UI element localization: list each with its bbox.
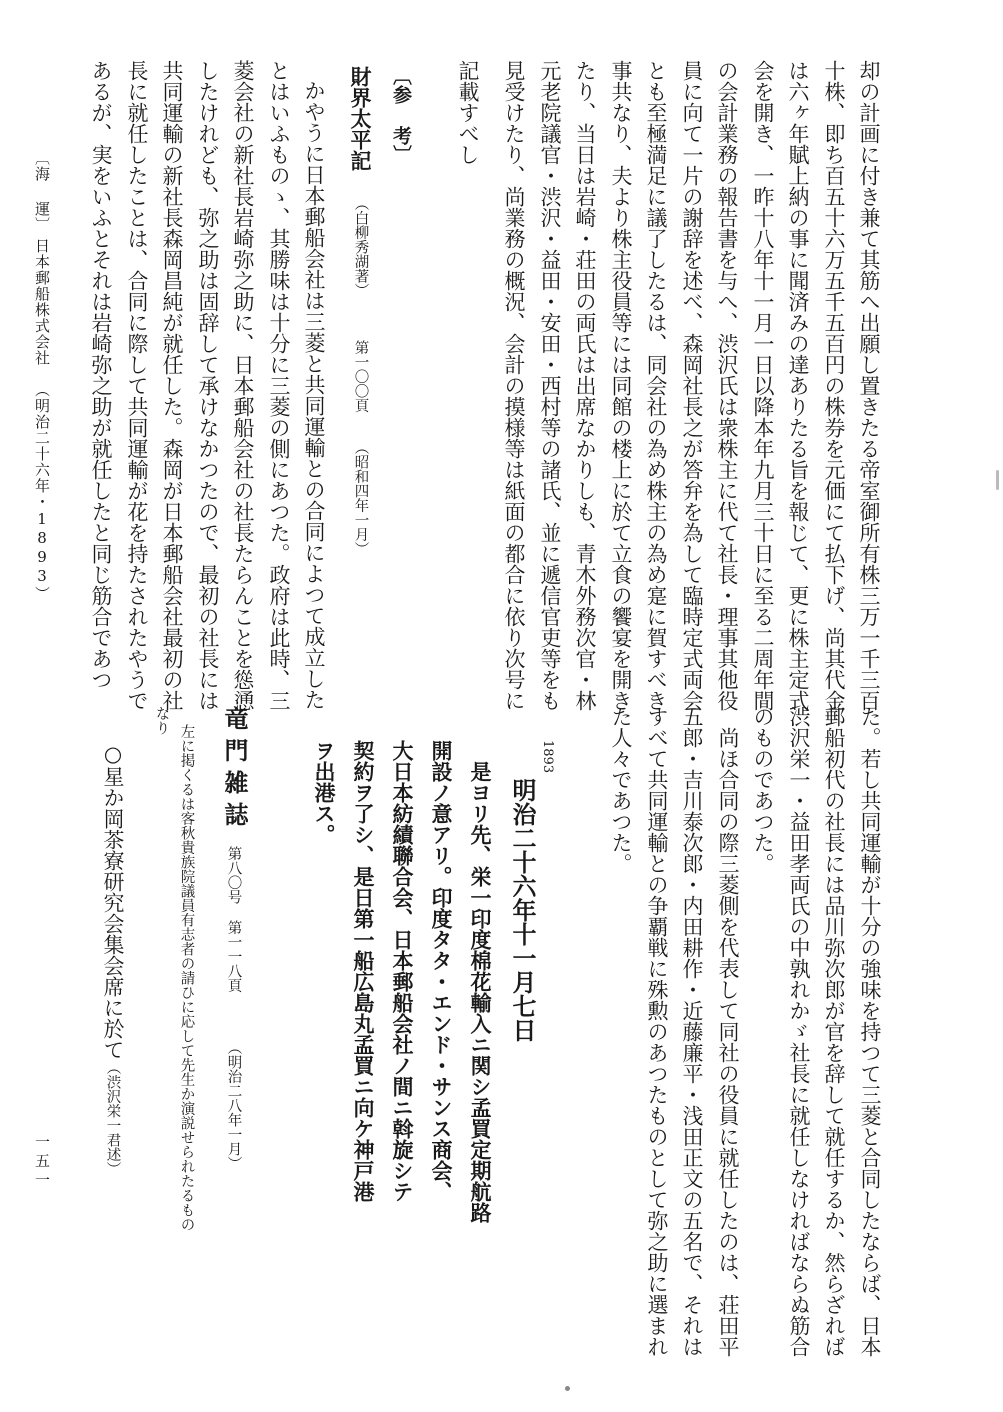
top-line-6: 員に向て一片の謝辞を述べ、森岡社長之が答弁を為して臨時定式両会 <box>680 60 704 711</box>
ref-body-line-4: したけれども、弥之助は固辞して承けなかつたので、最初の社長には <box>196 60 220 711</box>
cont-line-4: のものであつた。 <box>751 706 775 874</box>
top-line-9: たり、当日は岩崎・荘田の両氏は出席なかりしも、青木外務次官・林 <box>573 60 597 711</box>
top-line-5: の会計業務の報告書を与へ、渋沢氏は衆株主に代て社長・理事其他役 <box>715 60 739 711</box>
ref-body-line-1: かやうに日本郵船会社は三菱と共同運輸との合同によつて成立した <box>302 80 326 710</box>
running-header-era: （明治二十六年・1893） <box>33 382 51 602</box>
cont-line-3: 渋沢栄一・益田孝両氏の中孰れかゞ社長に就任しなければならぬ筋合 <box>787 706 811 1357</box>
source-speech-line: ○星か岡茶寮研究会集会席に於て <box>101 742 125 1060</box>
entry-body-line-3: 大日本紡績聯合会、日本郵船会社ノ間ニ斡旋シテ <box>390 740 415 1202</box>
ref-body-line-2: とはいふものゝ、其勝味は十分に三菱の側にあつた。政府は此時、三 <box>267 60 291 711</box>
top-line-3: は六ヶ年賦上納の事に聞済みの達ありたる旨を報じて、更に株主定式 <box>786 60 810 711</box>
reference-date: （昭和四年一月） <box>352 440 369 556</box>
entry-body-line-1: 是ヨリ先、栄一印度棉花輸入ニ関シ孟買定期航路 <box>468 761 493 1223</box>
top-line-1: 却の計画に付き兼て其筋へ出願し置きたる帝室御所有株三万一千三百 <box>857 60 881 711</box>
top-line-10: 元老院議官・渋沢・益田・安田・西村等の諸氏、並に遞信官吏等をも <box>538 60 562 711</box>
reference-book-title: 財界太平記 <box>348 66 373 171</box>
entry-body-line-4: 契約ヲ了シ、是日第一船広島丸孟買ニ向ケ神戸港 <box>351 740 376 1202</box>
scan-speck <box>565 1386 570 1391</box>
ref-body-line-3: 菱会社の新社長岩崎弥之助に、日本郵船会社の社長たらんことを慫慂 <box>231 60 255 711</box>
reference-label: 〔参 考〕 <box>390 66 412 164</box>
cont-line-7: すべて共同運輸との争覇戦に殊勲のあつたものとして弥之助に選まれ <box>645 706 669 1357</box>
top-line-7: とも至極満足に議了したるは、同会社の為め株主の為め寔に賀すべき <box>644 60 668 711</box>
top-line-11: 見受けたり、尚業務の概況、会計の摸様等は紙面の都合に依り次号に <box>502 60 526 711</box>
top-line-12: 記載すべし <box>456 60 480 165</box>
source-note-line-2: なり <box>153 706 170 735</box>
entry-date: 明治二十六年十一月七日 <box>508 778 537 1042</box>
running-header-company: 日本郵船株式会社 <box>33 238 51 366</box>
top-line-4: 会を開き、一昨十八年十一月一日以降本年九月三十日に至る二周年間 <box>751 60 775 711</box>
ref-body-line-6: 長に就任したことは、合同に際して共同運輸が花を持たされたやうで <box>125 60 149 711</box>
source-date: （明治二八年一月） <box>225 1040 242 1171</box>
top-line-2: 十株、即ち百五十六万五千五百円の株券を元価にて払下げ、尚其代金 <box>822 60 846 711</box>
cont-line-5: 尚ほ合同の際三菱側を代表して同社の役員に就任したのは、荘田平 <box>716 727 740 1357</box>
cont-line-6: 五郎・吉川泰次郎・内田耕作・近藤廉平・浅田正文の五名で、それは <box>680 706 704 1357</box>
cont-line-1: た。若し共同運輸が十分の強味を持つて三菱と合同したならば、日本 <box>858 706 882 1357</box>
top-line-8: 事共なり、夫より株主役員等には同館の楼上に於て立食の饗宴を開き <box>609 60 633 711</box>
cont-line-8: た人々であつた。 <box>609 706 633 874</box>
source-page-info: 第八〇号 第一一八頁 <box>225 846 242 993</box>
ref-body-line-5: 共同運輸の新社長森岡昌純が就任した。森岡が日本郵船会社最初の社 <box>160 60 184 711</box>
entry-year-note: 1893 <box>540 740 555 774</box>
cont-line-2: 郵船初代の社長には品川弥次郎が官を辞して就任するか、然らざれば <box>822 706 846 1357</box>
ref-body-line-7: あるが、実をいふとそれは岩崎弥之助が就任したと同じ筋合であつ <box>89 60 113 690</box>
scan-speck <box>996 470 999 490</box>
entry-body-line-5: ヲ出港ス。 <box>312 740 337 845</box>
source-speaker: （渋沢栄一君述） <box>104 1060 121 1176</box>
page-number: 一五一 <box>33 1134 51 1191</box>
entry-body-line-2: 開設ノ意アリ。印度タタ・エンド・サンス商会、 <box>429 740 454 1202</box>
source-title: 竜門雑誌 <box>220 706 249 834</box>
source-note-line-1: 左に掲くるは客秋貴族院議員有志者の請ひに応して先生か演説せられたるもの <box>178 724 195 1232</box>
running-header-category: 〔海 運〕 <box>33 150 51 233</box>
reference-author: （白柳秀湖著） <box>352 196 369 298</box>
reference-page-info: 第一〇〇頁 <box>352 340 369 413</box>
